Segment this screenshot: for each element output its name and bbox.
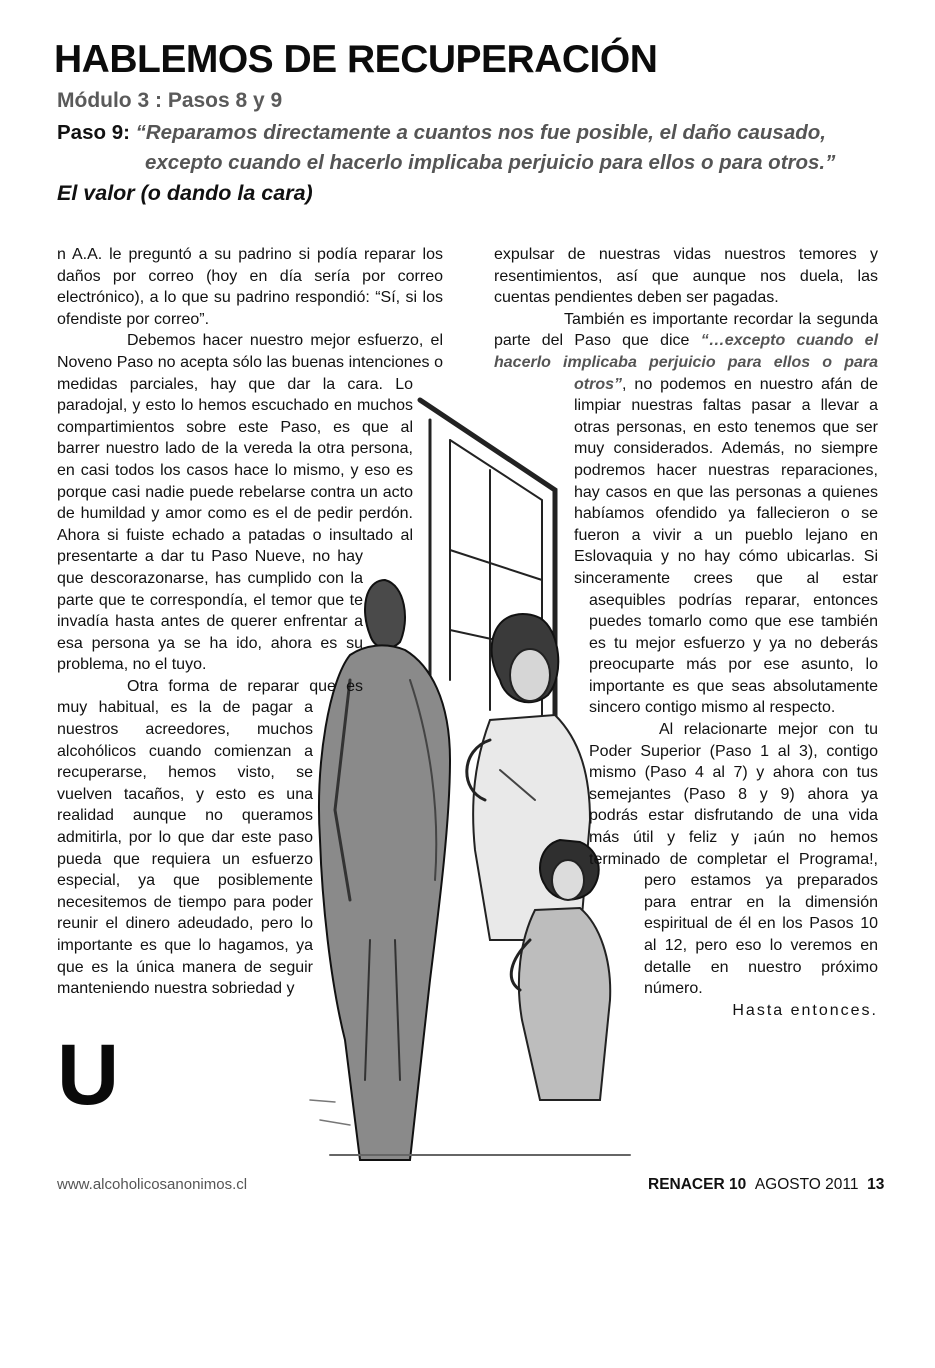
- drop-cap: U: [57, 1027, 120, 1123]
- step-quote-inline: “…excepto cuando el hacerlo implicaba perjuicio para ellos o para otros”: [494, 332, 879, 393]
- footer-website-link[interactable]: www.alcoholicosanonimos.cl: [57, 1176, 248, 1193]
- step-heading: [57, 118, 887, 178]
- paragraph-5-end: , no podemos en nuestro afán de limpiar nuestras faltas pasar a llevar a otras personas, en esto tenemos que ser muy considerados. Además, no siempre podremos hacer nuestras reparaciones, hay casos en que las personas a quienes habíamos ofendido ya fallecieron o se fueron a vivir a un pueblo lejano en Eslovaquia y no hay cómo ubicarlas. Si sinceramente crees que al estar asequibles podrías reparar, entonces puedes tomarlo como que ese también es tu mejor esfuerzo y ya no deberás preocuparte más por ese asunto, lo importante es que seas absolutamente sincero contigo mismo al respecto.: [574, 375, 878, 717]
- paragraph-3: Otra forma de reparar que es muy habitual, es la de pagar a nuestros acreedores, muchos alcohólicos cuando comienzan a recuperarse, hemos visto, se vuelven tacaños, y esto es una realidad aunque no queramos admitirla, por lo que dar este paso pueda que requiera un esfuerzo especial, ya que posiblemente necesitemos de tiempo para poder reunir el dinero adeudado, pero lo importante es que lo hagamos, ya que es la única manera de seguir manteniendo nuestra sobriedad y: [57, 677, 363, 998]
- closing-line: Hasta entonces.: [732, 1001, 878, 1019]
- paragraph-6: Al relacionarte mejor con tu Poder Superior (Paso 1 al 3), contigo mismo (Paso 4 al 7) y ahora con tus semejantes (Paso 8 y 9) ahora ya podrás estar disfrutando de una vida más útil y feliz y ¡aún no hemos terminado de completar el Programa!, pero estamos ya preparados para entrar en la dimensión espiritual de él en los Pasos 10 al 12, pero eso lo veremos en detalle en nuestro próximo número.: [589, 721, 878, 998]
- paragraph-1: n A.A. le preguntó a su padrino si podía reparar los daños por correo (hoy en día sería por correo electrónico), a lo que su padrino respondió: “Sí, si los ofendiste por correo”.: [57, 246, 443, 328]
- article-column-left: [57, 244, 443, 1368]
- footer-date: AGOSTO 2011: [754, 1176, 859, 1193]
- paragraph-2: Debemos hacer nuestro mejor esfuerzo, el Noveno Paso no acepta sólo las buenas intenciones o medidas parciales, hay que dar la cara. Lo paradojal, y esto lo hemos escuchado en muchos compartimientos sobre este Paso, es que al barrer nuestro lado de la vereda la otra persona, en casi todos los casos hace lo mismo, y eso es porque casi nadie puede rebelarse contra un acto de humildad y amor como es el de pedir perdón. Ahora si fuiste echado a patadas o insultado al presentarte a dar tu Paso Nueve, no hay que descorazonarse, has cumplido con la parte que te correspondía, el temor que te invadía hasta antes de querer enfrentar a esa persona ya se ha ido, ahora es su problema, no el tuyo.: [57, 332, 443, 674]
- section-title: El valor (o dando la cara): [57, 181, 313, 205]
- footer-page-number: 13: [867, 1176, 885, 1193]
- module-subtitle: Módulo 3 : Pasos 8 y 9: [57, 89, 283, 112]
- page-title: HABLEMOS DE RECUPERACIÓN: [54, 38, 658, 81]
- footer-magazine: RENACER 10: [648, 1176, 747, 1193]
- step-quote-line-1: “Reparamos directamente a cuantos nos fue posible, el daño causado,: [135, 121, 826, 144]
- step-quote-line-2: excepto cuando el hacerlo implicaba perjuicio para ellos o para otros.”: [145, 151, 836, 174]
- footer-issue-info: [648, 1176, 884, 1194]
- step-label: Paso 9:: [57, 121, 130, 144]
- paragraph-4: expulsar de nuestras vidas nuestros temores y resentimientos, así que aunque nos duela, las cuentas pendientes deben ser pagadas.: [494, 246, 878, 307]
- paragraph-5-start: También es importante recordar la segunda parte del Paso que dice: [494, 310, 878, 350]
